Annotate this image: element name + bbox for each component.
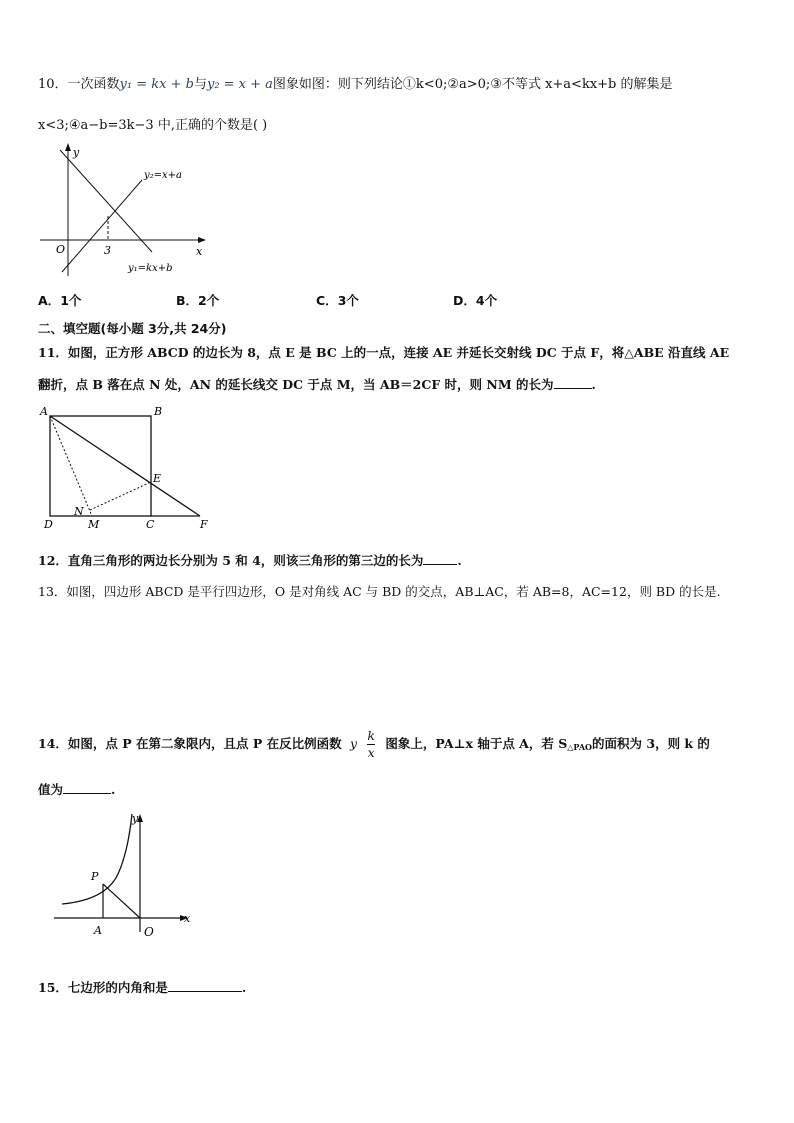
q14-line1 (38, 728, 710, 761)
q10-label-y2: y₂=x+a (144, 170, 183, 181)
section-2-title: 二、填空题(每小题 3分,共 24分) (38, 321, 227, 336)
q14-func-y: y (349, 736, 358, 751)
q11-line1: 11．如图，正方形 ABCD 的边长为 8，点 E 是 BC 上的一点，连接 AE 并延长交射线 DC 于点 F，将△ABE 沿直线 AE (38, 345, 730, 360)
q10-option-c: C．3个 (316, 293, 359, 308)
q11-label-n: N (74, 505, 84, 518)
q10-label-origin: O (56, 243, 66, 256)
q11-label-d: D (44, 518, 53, 531)
q11-label-m: M (88, 518, 100, 531)
q10-line1 (38, 73, 673, 92)
q13-line: 13．如图，四边形 ABCD 是平行四边形，O 是对角线 AC 与 BD 的交点，AB⊥AC，若 AB=8，AC=12，则 BD 的长是. (38, 584, 721, 599)
q11-label-a: A (40, 405, 48, 418)
q10-x-arrow (198, 237, 206, 243)
q10-prefix: 10．一次函数 (38, 77, 120, 92)
q10-line-y1 (60, 150, 152, 252)
q12-answer-blank[interactable] (423, 552, 457, 565)
q14-line-po (103, 884, 140, 918)
q10-label-tick: 3 (104, 244, 111, 257)
q10-line2: x<3;④a−b=3k−3 中,正确的个数是( ) (38, 118, 268, 133)
q10-option-b: B．2个 (176, 293, 220, 308)
q11-label-e: E (153, 472, 162, 485)
q14-fraction: $\frac{k}{x}$ (367, 728, 375, 760)
q11-line-af (50, 416, 200, 516)
q10-suffix: 图象如图：则下列结论①k<0;②a>0;③不等式 x+a<kx+b 的解集是 (272, 77, 673, 92)
q12-line: 12．直角三角形的两边长分别为 5 和 4，则该三角形的第三边的长为 . (38, 553, 462, 568)
q10-line-y2 (62, 180, 142, 272)
q14-line2: 值为 . (38, 782, 116, 797)
q10-label-yaxis: y (73, 146, 80, 159)
q14-label-yaxis: y (132, 812, 139, 825)
q10-connector: 与 (193, 77, 207, 92)
q12-text: 12．直角三角形的两边长分别为 5 和 4，则该三角形的第三边的长为 (38, 553, 424, 568)
q11-line2: 翻折，点 B 落在点 N 处，AN 的延长线交 DC 于点 M，当 AB＝2CF 时，则 NM 的长为 . (38, 377, 596, 392)
q14-label-p: P (91, 870, 99, 883)
q15-answer-blank[interactable] (168, 979, 242, 992)
q10-label-xaxis: x (196, 245, 203, 258)
q10-option-a: A．1个 (38, 293, 82, 308)
q14-label-a: A (94, 924, 102, 937)
q14-label-o: O (144, 925, 154, 939)
q14-figure (48, 808, 198, 940)
q14-subscript: △PAO (567, 742, 593, 752)
q11-label-f: F (200, 518, 208, 531)
q15-text: 15．七边形的内角和是 (38, 980, 168, 995)
q11-line-am (50, 416, 92, 516)
q14-answer-blank[interactable] (63, 781, 111, 794)
q11-line2-text: 翻折，点 B 落在点 N 处，AN 的延长线交 DC 于点 M，当 AB＝2CF 时，则 NM 的长为 (38, 377, 554, 392)
q10-y1-formula: y₁ = kx + b (119, 77, 194, 92)
q11-line-ne (90, 482, 151, 510)
q15-line: 15．七边形的内角和是 . (38, 980, 247, 995)
q10-label-y1: y₁=kx+b (128, 263, 173, 274)
q11-label-b: B (154, 405, 163, 418)
q11-label-c: C (146, 518, 155, 531)
q10-graph (36, 140, 216, 280)
q14-label-xaxis: x (184, 912, 191, 925)
q10-y2-formula: y₂ = x + a (206, 77, 273, 92)
q10-option-d: D．4个 (453, 293, 498, 308)
q11-answer-blank[interactable] (554, 376, 592, 389)
q10-y-arrow (65, 143, 71, 151)
q11-figure (36, 402, 216, 532)
q11-square (50, 416, 151, 516)
q14-hyperbola (62, 814, 132, 904)
q14-text-pre: 14．如图，点 P 在第二象限内，且点 P 在反比例函数 (38, 736, 342, 751)
q14-text-mid: 图象上，PA⊥x 轴于点 A，若 S (385, 736, 568, 751)
q14-text-post: 的面积为 3，则 k 的 (592, 736, 710, 751)
